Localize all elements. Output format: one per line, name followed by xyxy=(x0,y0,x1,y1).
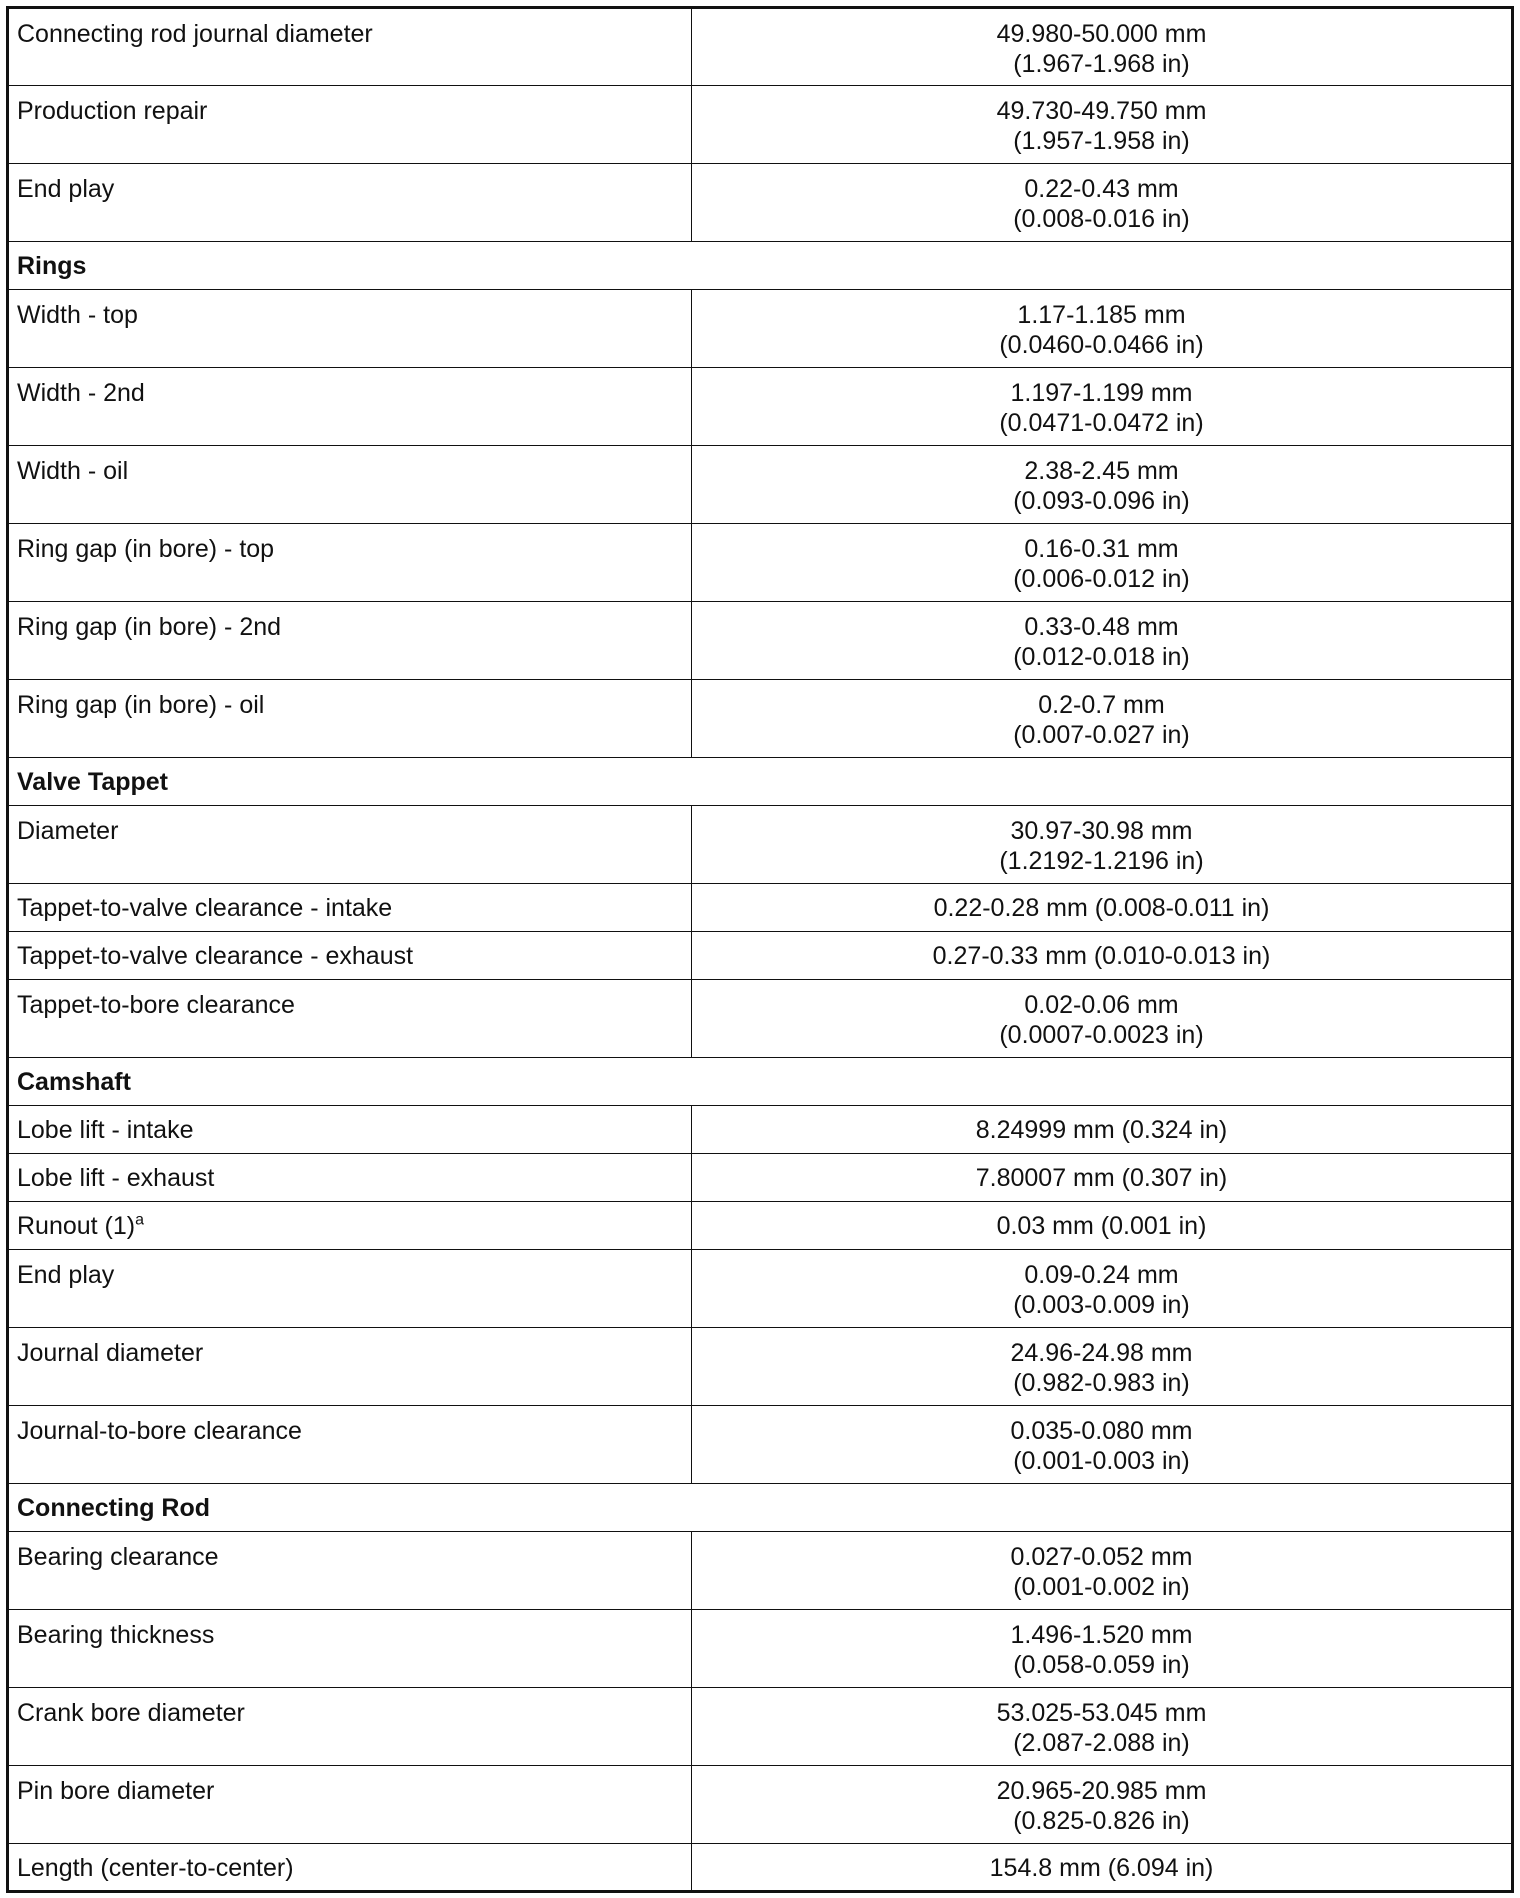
section-header-row xyxy=(8,758,1513,806)
spec-value-primary: 49.980-50.000 mm xyxy=(996,20,1207,48)
spec-value-cell xyxy=(692,602,1513,680)
spec-value-secondary: (1.967-1.968 in) xyxy=(1013,50,1190,78)
spec-value-secondary: (0.825-0.826 in) xyxy=(1013,1807,1190,1835)
spec-value-cell xyxy=(692,164,1513,242)
spec-label: Journal-to-bore clearance xyxy=(17,1417,302,1445)
spec-row xyxy=(8,1154,1513,1202)
spec-label-cell xyxy=(8,1532,692,1610)
spec-label: Ring gap (in bore) - 2nd xyxy=(17,613,282,641)
spec-value-primary: 7.80007 mm (0.307 in) xyxy=(975,1164,1228,1192)
spec-row xyxy=(8,806,1513,884)
spec-label-cell xyxy=(8,164,692,242)
spec-label: Lobe lift - intake xyxy=(17,1116,194,1144)
spec-label-cell xyxy=(8,1406,692,1484)
spec-value-primary: 24.96-24.98 mm xyxy=(1010,1339,1193,1367)
spec-row xyxy=(8,1328,1513,1406)
spec-value-secondary: (0.007-0.027 in) xyxy=(1013,721,1190,749)
spec-row xyxy=(8,446,1513,524)
spec-value-cell xyxy=(692,446,1513,524)
spec-label-cell xyxy=(8,932,692,980)
spec-label-cell xyxy=(8,1202,692,1250)
spec-value-primary: 0.035-0.080 mm xyxy=(1010,1417,1193,1445)
spec-row xyxy=(8,602,1513,680)
spec-value-cell xyxy=(692,1250,1513,1328)
spec-value-secondary: (0.0007-0.0023 in) xyxy=(999,1021,1204,1049)
spec-row xyxy=(8,8,1513,86)
spec-value-primary: 2.38-2.45 mm xyxy=(1024,457,1179,485)
spec-label-cell xyxy=(8,1154,692,1202)
spec-label-cell xyxy=(8,290,692,368)
spec-label: Width - top xyxy=(17,301,138,329)
spec-row xyxy=(8,86,1513,164)
spec-value-primary: 0.22-0.43 mm xyxy=(1024,175,1179,203)
spec-value-secondary: (0.058-0.059 in) xyxy=(1013,1651,1190,1679)
spec-value-cell xyxy=(692,290,1513,368)
spec-value-primary: 30.97-30.98 mm xyxy=(1010,817,1193,845)
spec-value-secondary: (0.006-0.012 in) xyxy=(1013,565,1190,593)
spec-row xyxy=(8,1844,1513,1892)
spec-label-cell xyxy=(8,680,692,758)
spec-value-cell xyxy=(692,1154,1513,1202)
spec-value-primary: 49.730-49.750 mm xyxy=(996,97,1207,125)
section-title: Rings xyxy=(8,242,1513,290)
spec-value-cell xyxy=(692,1844,1513,1892)
spec-label: Production repair xyxy=(17,97,208,125)
spec-value-cell xyxy=(692,806,1513,884)
spec-value-primary: 0.22-0.28 mm (0.008-0.011 in) xyxy=(933,894,1270,922)
spec-value-secondary: (0.093-0.096 in) xyxy=(1013,487,1190,515)
spec-value-cell xyxy=(692,980,1513,1058)
spec-label-cell xyxy=(8,1766,692,1844)
spec-label: Diameter xyxy=(17,817,119,845)
spec-value-secondary: (0.003-0.009 in) xyxy=(1013,1291,1190,1319)
spec-label-cell xyxy=(8,86,692,164)
spec-value-secondary: (0.0460-0.0466 in) xyxy=(999,331,1204,359)
spec-label-cell xyxy=(8,1688,692,1766)
section-header-row xyxy=(8,1484,1513,1532)
spec-value-cell xyxy=(692,1202,1513,1250)
spec-value-cell xyxy=(692,368,1513,446)
spec-label-cell xyxy=(8,884,692,932)
spec-label: Bearing thickness xyxy=(17,1621,215,1649)
spec-value-cell xyxy=(692,932,1513,980)
section-header-row xyxy=(8,1058,1513,1106)
specification-table xyxy=(6,6,1514,1893)
spec-value-secondary: (0.008-0.016 in) xyxy=(1013,205,1190,233)
spec-label: Ring gap (in bore) - top xyxy=(17,535,275,563)
spec-row xyxy=(8,1688,1513,1766)
spec-label: Connecting rod journal diameter xyxy=(17,20,373,48)
spec-row xyxy=(8,680,1513,758)
spec-value-primary: 0.03 mm (0.001 in) xyxy=(996,1212,1207,1240)
spec-value-cell xyxy=(692,8,1513,86)
spec-label: Journal diameter xyxy=(17,1339,204,1367)
spec-label-cell xyxy=(8,1328,692,1406)
spec-value-cell xyxy=(692,524,1513,602)
spec-value-primary: 0.27-0.33 mm (0.010-0.013 in) xyxy=(932,942,1271,970)
spec-row xyxy=(8,1250,1513,1328)
spec-value-primary: 20.965-20.985 mm xyxy=(996,1777,1207,1805)
spec-label: Bearing clearance xyxy=(17,1543,219,1571)
spec-row xyxy=(8,1766,1513,1844)
spec-value-primary: 1.197-1.199 mm xyxy=(1010,379,1193,407)
spec-value-primary: 53.025-53.045 mm xyxy=(996,1699,1207,1727)
spec-value-cell xyxy=(692,1610,1513,1688)
spec-label: Tappet-to-bore clearance xyxy=(17,991,295,1019)
spec-label-cell xyxy=(8,1250,692,1328)
spec-label-cell xyxy=(8,1844,692,1892)
footnote-marker: a xyxy=(135,1211,145,1229)
spec-value-secondary: (2.087-2.088 in) xyxy=(1013,1729,1190,1757)
spec-label-cell xyxy=(8,1610,692,1688)
spec-value-secondary: (0.982-0.983 in) xyxy=(1013,1369,1190,1397)
spec-label-cell xyxy=(8,602,692,680)
spec-row xyxy=(8,884,1513,932)
spec-value-cell xyxy=(692,1406,1513,1484)
section-header-row xyxy=(8,242,1513,290)
spec-value-primary: 154.8 mm (6.094 in) xyxy=(989,1854,1214,1882)
spec-value-cell xyxy=(692,1532,1513,1610)
spec-value-primary: 0.2-0.7 mm xyxy=(1038,691,1165,719)
spec-label: Ring gap (in bore) - oil xyxy=(17,691,265,719)
section-title: Valve Tappet xyxy=(8,758,1513,806)
spec-value-primary: 1.17-1.185 mm xyxy=(1017,301,1186,329)
spec-value-cell xyxy=(692,884,1513,932)
spec-value-primary: 0.027-0.052 mm xyxy=(1010,1543,1193,1571)
spec-label: Tappet-to-valve clearance - exhaust xyxy=(17,942,414,970)
spec-value-secondary: (0.012-0.018 in) xyxy=(1013,643,1190,671)
spec-label-cell xyxy=(8,1106,692,1154)
spec-value-cell xyxy=(692,1106,1513,1154)
spec-label-cell xyxy=(8,446,692,524)
spec-value-primary: 0.09-0.24 mm xyxy=(1024,1261,1179,1289)
spec-value-secondary: (0.001-0.002 in) xyxy=(1013,1573,1190,1601)
spec-value-secondary: (0.0471-0.0472 in) xyxy=(999,409,1204,437)
spec-label-cell xyxy=(8,8,692,86)
spec-label-cell xyxy=(8,806,692,884)
spec-value-primary: 0.02-0.06 mm xyxy=(1024,991,1179,1019)
section-title: Connecting Rod xyxy=(8,1484,1513,1532)
spec-row xyxy=(8,290,1513,368)
spec-label: Width - oil xyxy=(17,457,129,485)
spec-label: Lobe lift - exhaust xyxy=(17,1164,215,1192)
spec-label-cell xyxy=(8,368,692,446)
spec-label: End play xyxy=(17,175,115,203)
spec-row xyxy=(8,980,1513,1058)
spec-row xyxy=(8,1406,1513,1484)
spec-value-cell xyxy=(692,680,1513,758)
spec-value-secondary: (1.957-1.958 in) xyxy=(1013,127,1190,155)
spec-value-primary: 8.24999 mm (0.324 in) xyxy=(975,1116,1228,1144)
spec-label: End play xyxy=(17,1261,115,1289)
spec-value-primary: 0.33-0.48 mm xyxy=(1024,613,1179,641)
spec-row xyxy=(8,1610,1513,1688)
spec-value-cell xyxy=(692,1688,1513,1766)
spec-row xyxy=(8,524,1513,602)
spec-label-cell xyxy=(8,524,692,602)
spec-row xyxy=(8,164,1513,242)
spec-value-cell xyxy=(692,1328,1513,1406)
spec-label: Width - 2nd xyxy=(17,379,145,407)
spec-value-cell xyxy=(692,86,1513,164)
spec-value-primary: 0.16-0.31 mm xyxy=(1024,535,1179,563)
spec-label: Crank bore diameter xyxy=(17,1699,245,1727)
section-title: Camshaft xyxy=(8,1058,1513,1106)
spec-label-cell xyxy=(8,980,692,1058)
spec-value-cell xyxy=(692,1766,1513,1844)
specification-table-body xyxy=(8,8,1513,1892)
spec-row xyxy=(8,1202,1513,1250)
spec-value-primary: 1.496-1.520 mm xyxy=(1010,1621,1193,1649)
spec-row xyxy=(8,932,1513,980)
spec-label: Runout (1) xyxy=(17,1212,136,1240)
spec-label: Length (center-to-center) xyxy=(17,1854,294,1882)
spec-row xyxy=(8,1532,1513,1610)
spec-row xyxy=(8,1106,1513,1154)
spec-row xyxy=(8,368,1513,446)
spec-label: Tappet-to-valve clearance - intake xyxy=(17,894,393,922)
spec-value-secondary: (0.001-0.003 in) xyxy=(1013,1447,1190,1475)
spec-label: Pin bore diameter xyxy=(17,1777,215,1805)
spec-value-secondary: (1.2192-1.2196 in) xyxy=(999,847,1204,875)
